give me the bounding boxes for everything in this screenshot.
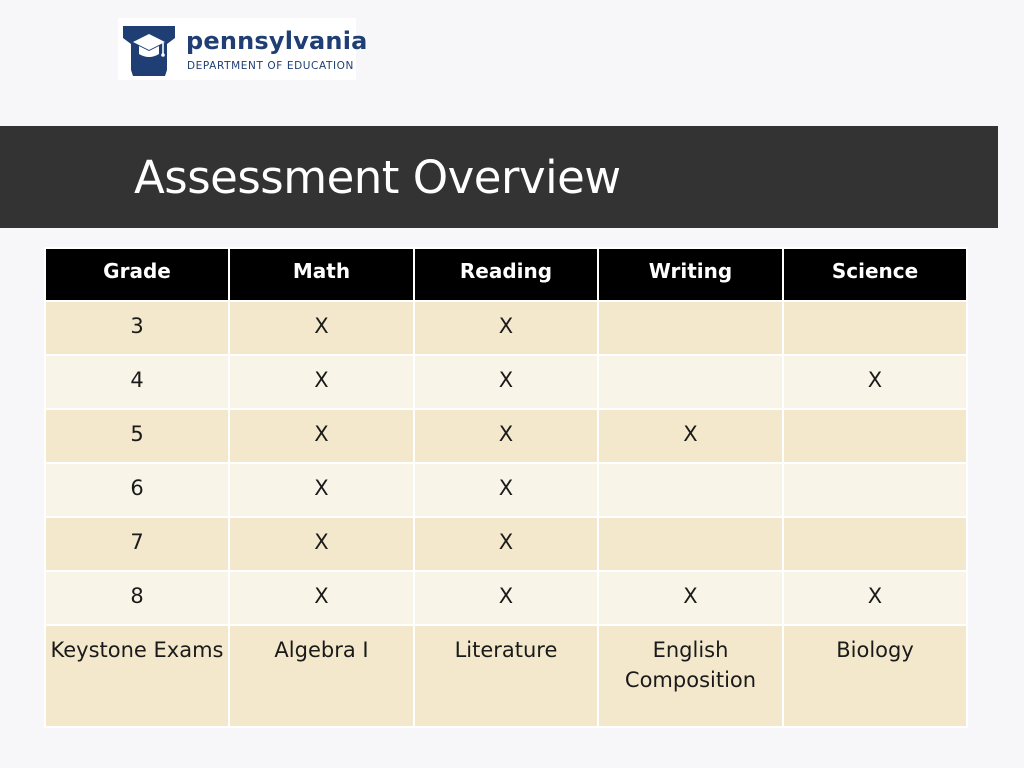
table-row (45, 517, 967, 571)
grade-cell: 5 (45, 409, 229, 463)
math-cell: X (229, 517, 414, 571)
table-row (45, 301, 967, 355)
writing-cell: X (598, 409, 783, 463)
logo-department: DEPARTMENT OF EDUCATION (187, 60, 354, 72)
keystone-graduation-cap-icon (121, 22, 177, 78)
pa-education-logo (118, 18, 368, 80)
math-cell: X (229, 409, 414, 463)
logo-name: pennsylvania (186, 27, 368, 55)
header-grade: Grade (45, 248, 229, 301)
science-cell: Biology (783, 625, 967, 727)
writing-cell (598, 355, 783, 409)
header-science: Science (783, 248, 967, 301)
grade-cell: 4 (45, 355, 229, 409)
math-cell: X (229, 301, 414, 355)
assessment-table (44, 247, 968, 728)
writing-cell (598, 517, 783, 571)
header-reading: Reading (414, 248, 598, 301)
math-cell: X (229, 571, 414, 625)
page-title: Assessment Overview (134, 151, 621, 204)
grade-cell: 3 (45, 301, 229, 355)
reading-cell: X (414, 571, 598, 625)
title-bar (0, 126, 998, 228)
science-cell (783, 301, 967, 355)
table-row (45, 355, 967, 409)
table-row (45, 571, 967, 625)
science-cell (783, 517, 967, 571)
table-row (45, 409, 967, 463)
science-cell: X (783, 571, 967, 625)
table-row-keystone (45, 625, 967, 727)
table-header-row (45, 248, 967, 301)
grade-cell: Keystone Exams (45, 625, 229, 727)
reading-cell: X (414, 301, 598, 355)
writing-cell: X (598, 571, 783, 625)
table-row (45, 463, 967, 517)
reading-cell: Literature (414, 625, 598, 727)
reading-cell: X (414, 355, 598, 409)
reading-cell: X (414, 517, 598, 571)
header-writing: Writing (598, 248, 783, 301)
grade-cell: 8 (45, 571, 229, 625)
science-cell: X (783, 355, 967, 409)
writing-cell (598, 463, 783, 517)
writing-cell: English Composition (598, 625, 783, 727)
math-cell: X (229, 355, 414, 409)
reading-cell: X (414, 409, 598, 463)
science-cell (783, 463, 967, 517)
grade-cell: 6 (45, 463, 229, 517)
header-math: Math (229, 248, 414, 301)
grade-cell: 7 (45, 517, 229, 571)
writing-cell (598, 301, 783, 355)
math-cell: X (229, 463, 414, 517)
reading-cell: X (414, 463, 598, 517)
math-cell: Algebra I (229, 625, 414, 727)
science-cell (783, 409, 967, 463)
